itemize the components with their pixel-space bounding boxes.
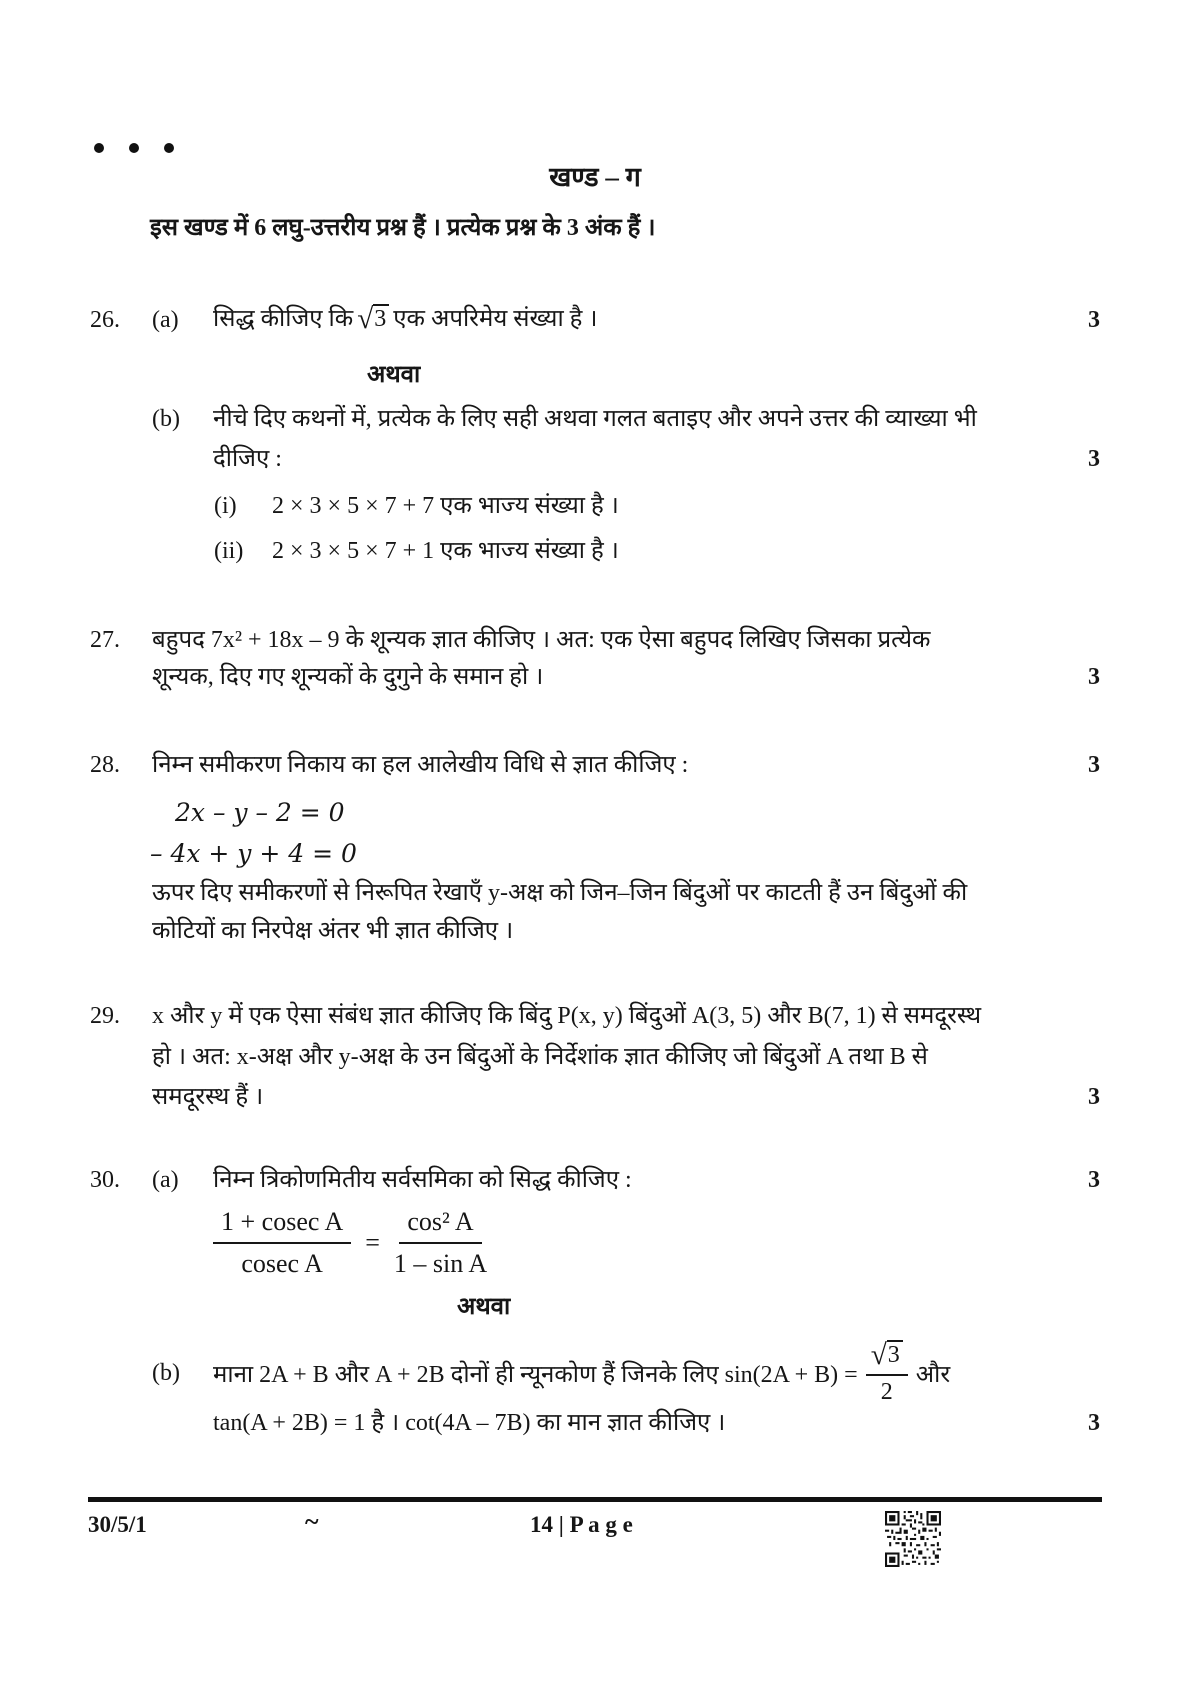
- lhs-fraction: $\frac{\text{1 + cosec A}}{\text{cosec A}}$: [213, 1207, 351, 1279]
- qr-code-icon: [885, 1511, 941, 1567]
- rhs-fraction: $\frac{\text{cos² A}}{\text{1 – sin A}}$: [393, 1207, 488, 1278]
- section-intro: इस खण्ड में 6 लघु-उत्तरीय प्रश्न हैं । प्रत्येक प्रश्न के 3 अंक हैं ।: [150, 215, 656, 241]
- q28-equation-2: – 4x + y + 4 = 0: [150, 839, 357, 868]
- footer-rule: [88, 1497, 1102, 1502]
- sqrt3-over-2-fraction: √ 3 2: [866, 1340, 908, 1406]
- q26b-line1: नीचे दिए कथनों में, प्रत्येक के लिए सही अथवा गलत बताइए और अपने उत्तर की व्याख्या भी: [213, 406, 977, 432]
- q30-number: 30.: [90, 1167, 120, 1193]
- q30b-label: (b): [152, 1360, 180, 1386]
- q28-para2: कोटियों का निरपेक्ष अंतर भी ज्ञात कीजिए ।: [152, 918, 514, 944]
- q28-marks: 3: [1088, 752, 1100, 778]
- q30b-marks: 3: [1088, 1410, 1100, 1436]
- q26a-marks: 3: [1088, 307, 1100, 333]
- page-number: 14 | P a g e: [530, 1512, 633, 1537]
- q28-number: 28.: [90, 752, 120, 778]
- q30a-heading: निम्न त्रिकोणमितीय सर्वसमिका को सिद्ध कीजिए :: [213, 1167, 632, 1193]
- q30b-line1: माना 2A + B और A + 2B दोनों ही न्यूनकोण हैं जिनके लिए sin(2A + B) = √ 3 2 और: [213, 1339, 951, 1405]
- q29-marks: 3: [1088, 1084, 1100, 1110]
- footer-tilde: ~: [305, 1507, 319, 1536]
- q30a-marks: 3: [1088, 1167, 1100, 1193]
- q26a-text: सिद्ध कीजिए कि √ 3 एक अपरिमेय संख्या है ।: [213, 302, 598, 335]
- q27-line1: बहुपद 7x² + 18x – 9 के शून्यक ज्ञात कीजिए । अत: एक ऐसा बहुपद लिखिए जिसका प्रत्येक: [152, 627, 931, 653]
- q27-line2: शून्यक, दिए गए शून्यकों के दुगुने के समान हो ।: [152, 664, 544, 690]
- q26b-item-ii-text: 2 × 3 × 5 × 7 + 1 एक भाज्य संख्या है ।: [272, 538, 619, 564]
- q26-number: 26.: [90, 307, 120, 333]
- q26b-item-i-text: 2 × 3 × 5 × 7 + 7 एक भाज्य संख्या है ।: [272, 493, 619, 519]
- q26a-label: (a): [152, 307, 179, 333]
- q26b-marks: 3: [1088, 446, 1100, 472]
- q28-para1: ऊपर दिए समीकरणों से निरूपित रेखाएँ y-अक्ष को जिन–जिन बिंदुओं पर काटती हैं उन बिंदुओं की: [152, 880, 968, 906]
- sqrt-3: √ 3: [871, 1340, 903, 1371]
- q29-line3: समदूरस्थ हैं ।: [152, 1084, 264, 1110]
- q26b-item-i-label: (i): [214, 493, 237, 519]
- corner-dots-icon: [94, 143, 174, 153]
- q29-number: 29.: [90, 1003, 120, 1029]
- q29-line1: x और y में एक ऐसा संबंध ज्ञात कीजिए कि बिंदु P(x, y) बिंदुओं A(3, 5) और B(7, 1) से समदूरस्थ: [152, 1003, 982, 1029]
- q30-or-label: अथवा: [457, 1294, 511, 1320]
- q27-marks: 3: [1088, 664, 1100, 690]
- sqrt-3: √ 3: [357, 304, 389, 335]
- q30a-label: (a): [152, 1167, 179, 1193]
- q26-or-label: अथवा: [367, 362, 421, 388]
- q26b-item-ii-label: (ii): [214, 538, 244, 564]
- footer-paper-code: 30/5/1: [88, 1512, 147, 1537]
- section-title: खण्ड – ग: [549, 162, 641, 192]
- q28-equation-1: 2x – y – 2 = 0: [175, 798, 345, 827]
- q26b-line2: दीजिए :: [213, 446, 282, 472]
- q26b-label: (b): [152, 406, 180, 432]
- q27-number: 27.: [90, 627, 120, 653]
- q30a-identity-equation: $\frac{\text{1 + cosec A}}{\text{cosec A}}$ = $\frac{\text{cos² A}}{\text{1 – sin A}}$: [213, 1207, 487, 1279]
- q28-heading: निम्न समीकरण निकाय का हल आलेखीय विधि से ज्ञात कीजिए :: [152, 752, 689, 778]
- q29-line2: हो । अत: x-अक्ष और y-अक्ष के उन बिंदुओं के निर्देशांक ज्ञात कीजिए जो बिंदुओं A तथा B से: [152, 1044, 928, 1070]
- q30b-line2: tan(A + 2B) = 1 है । cot(4A – 7B) का मान ज्ञात कीजिए ।: [213, 1410, 726, 1436]
